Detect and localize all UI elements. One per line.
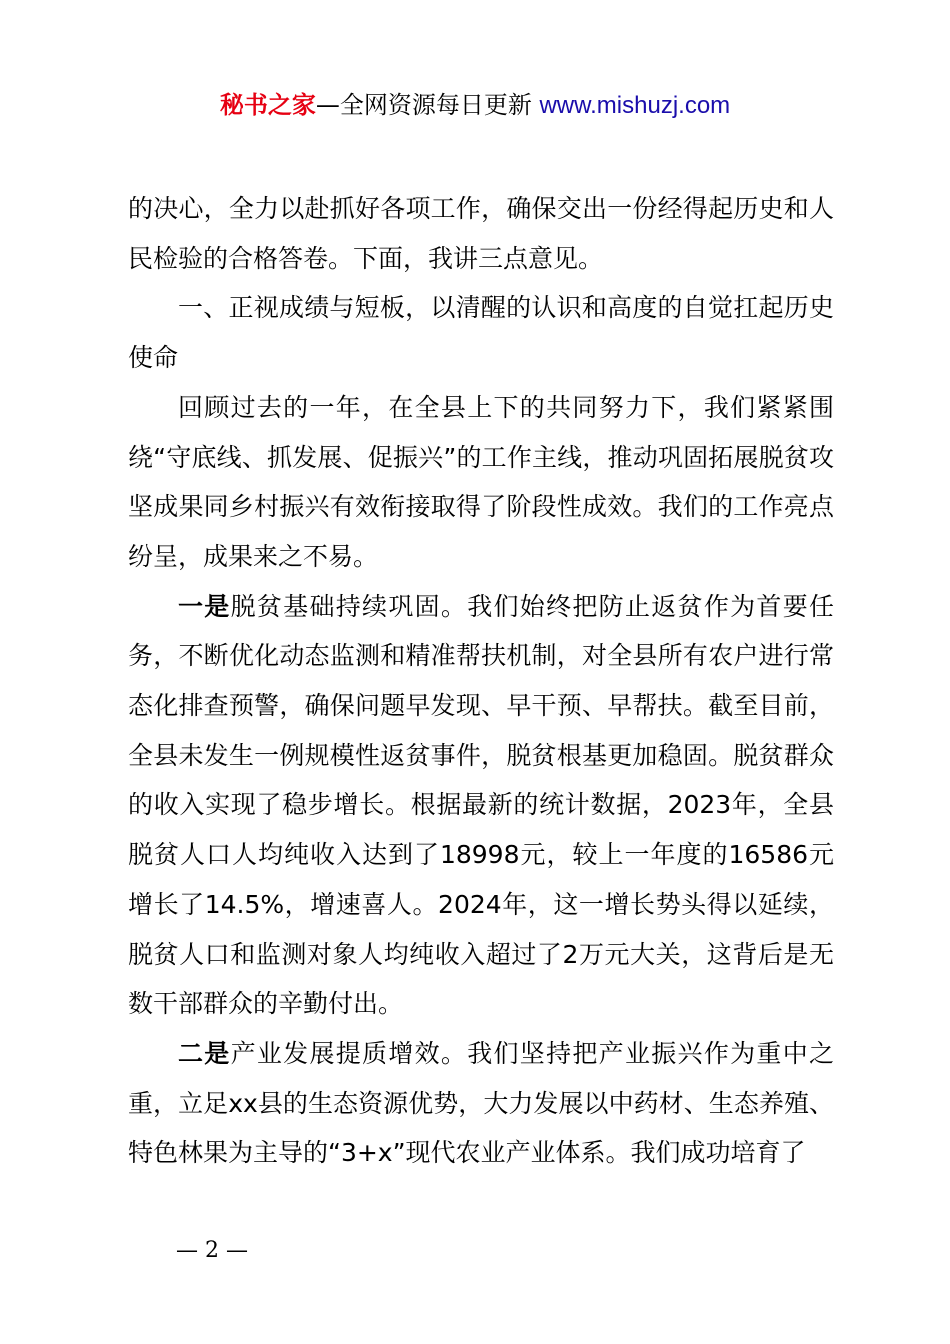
page-number: — 2 — [176, 1238, 248, 1263]
paragraph-text: 的决心，全力以赴抓好各项工作，确保交出一份经得起历史和人民检验的合格答卷。下面，我讲三点意见。 [128, 194, 834, 273]
site-brand: 秘书之家 [219, 91, 316, 119]
paragraph-text: 产业发展提质增效。我们坚持把产业振兴作为重中之重，立足xx县的生态资源优势，大力发展以中药材、生态养殖、特色林果为主导的“3+x”现代农业产业体系。我们成功培育了 [128, 1038, 834, 1168]
document-body [128, 184, 834, 1178]
section-heading [128, 283, 834, 382]
site-url-link[interactable]: www.mishuzj.com [539, 92, 731, 119]
paragraph-point-one [128, 582, 834, 1029]
paragraph-text: 脱贫基础持续巩固。我们始终把防止返贫作为首要任务，不断优化动态监测和精准帮扶机制，对全县所有农户进行常态化排查预警，确保问题早发现、早干预、早帮扶。截至目前，全县未发生一例规模性返贫事件，脱贫根基更加稳固。脱贫群众的收入实现了稳步增长。根据最新的统计数据，2023年，全县脱贫人口人均纯收入达到了18998元，较上一年度的16586元增长了14.5%，增速喜人。2024年，这一增长势头得以延续，脱贫人口和监测对象人均纯收入超过了2万元大关，这背后是无数干部群众的辛勤付出。 [128, 591, 834, 1019]
paragraph-continuation [128, 184, 834, 283]
point-lead: 二是 [178, 1038, 231, 1068]
heading-text: 一、正视成绩与短板，以清醒的认识和高度的自觉扛起历史使命 [128, 293, 834, 373]
paragraph-text: 回顾过去的一年，在全县上下的共同努力下，我们紧紧围绕“守底线、抓发展、促振兴”的工作主线，推动巩固拓展脱贫攻坚成果同乡村振兴有效衔接取得了阶段性成效。我们的工作亮点纷呈，成果来之不易。 [128, 392, 834, 571]
point-lead: 一是 [178, 591, 231, 621]
site-header [0, 88, 950, 123]
paragraph-review [128, 383, 834, 582]
site-slogan: —全网资源每日更新 [315, 91, 540, 119]
paragraph-point-two [128, 1029, 834, 1178]
